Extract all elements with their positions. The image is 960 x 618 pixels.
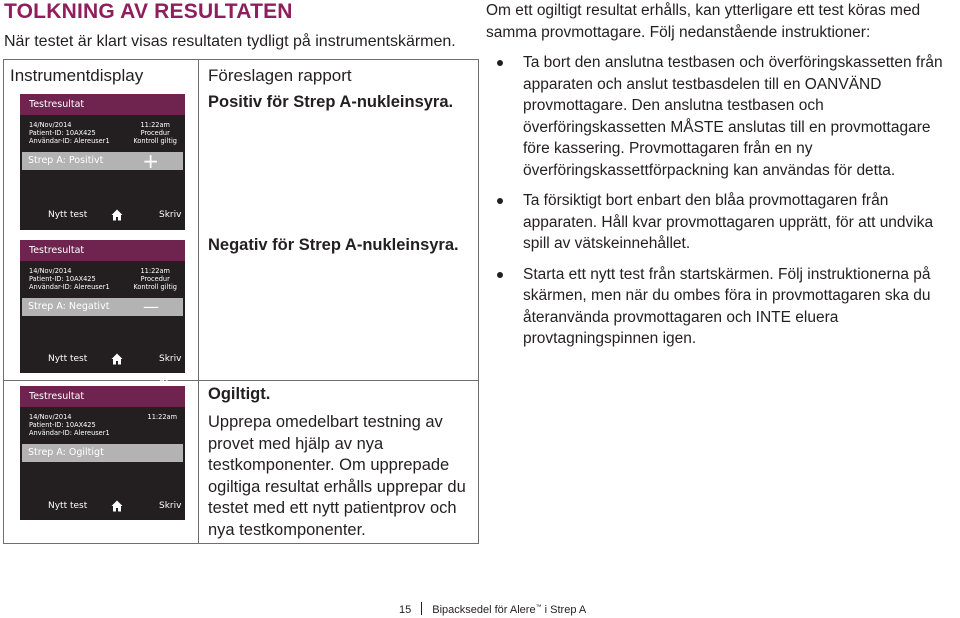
screen-meta: [20, 261, 185, 291]
report-positive: Positiv för Strep A-nukleinsyra.: [208, 93, 454, 111]
footer-separator: [421, 602, 422, 615]
procedure-label: Procedur: [140, 275, 170, 283]
test-time: 11:22am: [147, 413, 177, 421]
invalid-instructions: [486, 0, 960, 359]
test-date: 14/Nov/2014: [29, 267, 72, 275]
patient-id: Patient-ID: 10AX425: [29, 275, 96, 283]
procedure-label: Procedur: [140, 129, 170, 137]
instrument-screen-invalid: [20, 386, 185, 531]
result-text: Strep A: Ogiltigt: [28, 447, 104, 458]
instruction-item: Ta försiktigt bort enbart den blåa provmottagaren från apparaten. Håll kvar provmottagaren upprätt, för att undvika spill av vätskeinnehållet.: [523, 190, 960, 255]
result-text: Strep A: Negativt: [28, 301, 110, 312]
control-status: Kontroll giltig: [133, 283, 177, 291]
patient-id: Patient-ID: 10AX425: [29, 129, 96, 137]
home-icon[interactable]: [111, 209, 123, 221]
test-time: 11:22am: [140, 267, 170, 275]
screen-header: Testresultat: [20, 386, 185, 407]
new-test-button[interactable]: Nytt test: [48, 501, 88, 511]
result-bar: [22, 298, 183, 316]
report-negative: Negativ för Strep A-nukleinsyra.: [208, 236, 459, 254]
instructions-list: [486, 52, 960, 350]
result-bar: [22, 149, 183, 173]
new-test-button[interactable]: Nytt test: [48, 210, 88, 220]
result-text: Strep A: Positivt: [28, 155, 104, 166]
print-button[interactable]: Skriv ut: [159, 210, 182, 240]
user-id: Användar-ID: Alereuser1: [29, 137, 110, 145]
test-time: 11:22am: [140, 121, 170, 129]
patient-id: Patient-ID: 10AX425: [29, 421, 96, 429]
column-divider: [198, 381, 199, 543]
screen-meta: [20, 407, 185, 437]
print-button[interactable]: Skriv ut: [159, 501, 182, 531]
user-id: Användar-ID: Alereuser1: [29, 283, 110, 291]
report-invalid-title: Ogiltigt.: [208, 385, 271, 403]
footer-text-before: Bipacksedel för Alere: [432, 604, 536, 616]
report-invalid-text: Upprepa omedelbart testning av provet med hjälp av nya testkomponenter. Om upprepade ogiltiga resultat erhålls upprepar du testet med ett nytt patientprov och nya testkomponenter.: [208, 413, 466, 539]
screen-footer: [20, 349, 185, 384]
user-id: Användar-ID: Alereuser1: [29, 429, 110, 437]
trademark-symbol: ™: [535, 604, 542, 611]
screen-footer: [20, 205, 185, 240]
instrument-display-header: Instrumentdisplay: [10, 66, 144, 85]
test-date: 14/Nov/2014: [29, 121, 72, 129]
instrument-screen-negative: [20, 240, 185, 384]
instructions-intro: Om ett ogiltigt resultat erhålls, kan ytterligare ett test köras med samma provmottagare. Följ nedanstående instruktioner:: [486, 2, 921, 41]
page-footer: [399, 602, 586, 616]
screen-footer: [20, 496, 185, 531]
footer-text-after: i Strep A: [541, 604, 587, 616]
intro-text: När testet är klart visas resultaten tydligt på instrumentskärmen.: [4, 33, 456, 50]
new-test-button[interactable]: Nytt test: [48, 354, 88, 364]
page-number: 15: [399, 604, 412, 616]
positive-symbol: +: [142, 149, 159, 173]
screen-header: Testresultat: [20, 94, 185, 115]
screen-header: Testresultat: [20, 240, 185, 261]
suggested-report-header: Föreslagen rapport: [208, 66, 352, 85]
negative-symbol: —: [143, 297, 159, 316]
result-bar: [22, 444, 183, 462]
home-icon[interactable]: [111, 353, 123, 365]
instruction-item: Ta bort den anslutna testbasen och överföringskassetten från apparaten och anslut testbasdelen till en OANVÄND provmottagare. Den anslutna testbasen och överföringskassetten MÅSTE anslutas till en provmottagare före kassering. Provmottagaren från en ny överföringskassettförpackning kan användas för detta.: [523, 52, 960, 181]
screen-meta: [20, 115, 185, 145]
test-date: 14/Nov/2014: [29, 413, 72, 421]
column-divider: [198, 60, 199, 380]
home-icon[interactable]: [111, 500, 123, 512]
instruction-item: Starta ett nytt test från startskärmen. Följ instruktionerna på skärmen, men när du ombes föra in provmottagaren ska du återanvända provmottagaren och INTE eluera provtagningspinnen igen.: [523, 264, 960, 350]
print-button[interactable]: Skriv ut: [159, 354, 182, 384]
page-title: TOLKNING AV RESULTATEN: [4, 0, 293, 23]
instrument-screen-positive: [20, 94, 185, 240]
control-status: Kontroll giltig: [133, 137, 177, 145]
